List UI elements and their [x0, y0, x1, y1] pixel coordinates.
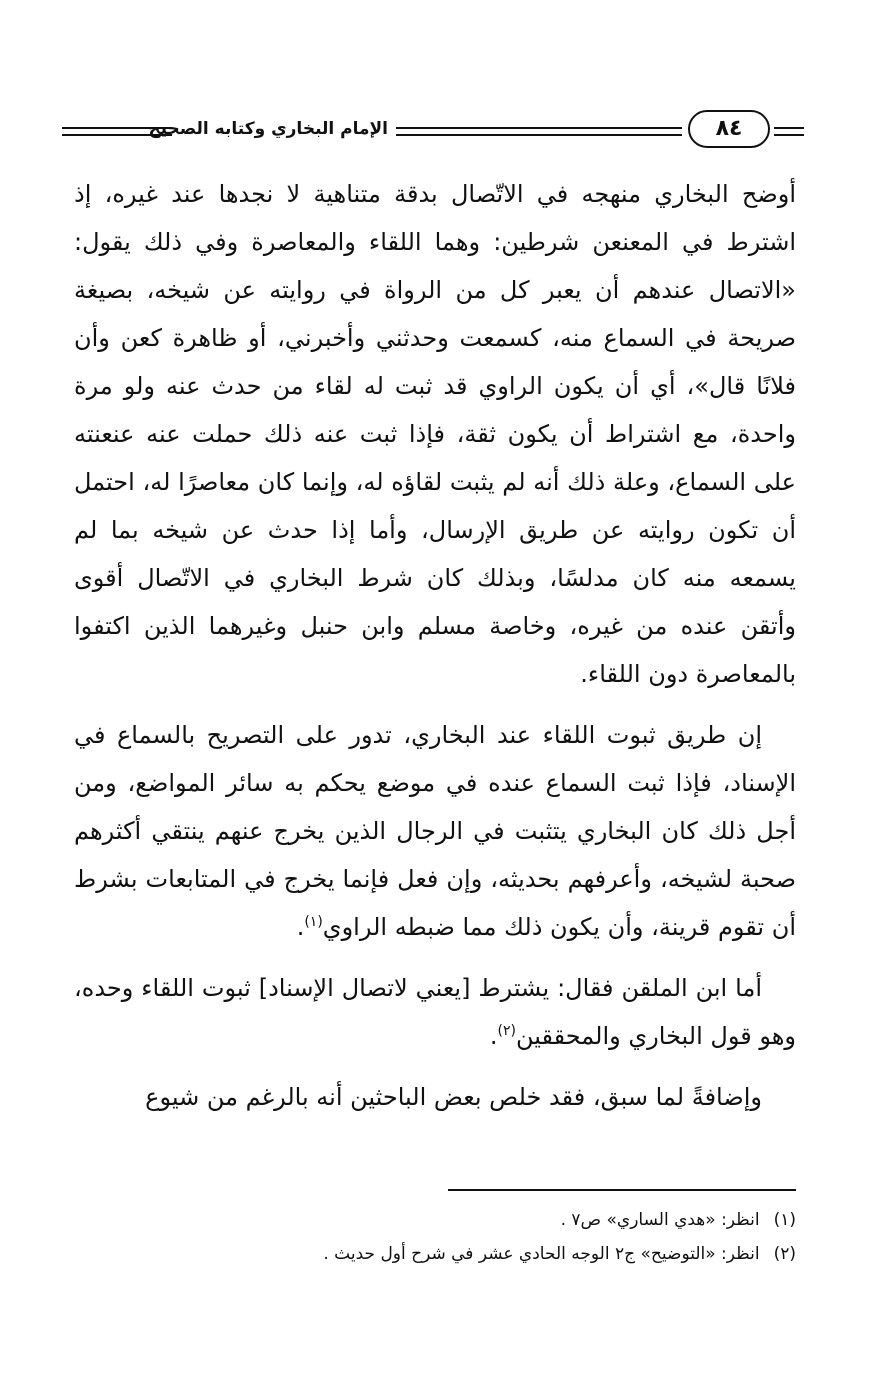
paragraph-text: أما ابن الملقن فقال: يشترط [يعني لاتصال الإسناد] ثبوت اللقاء وحده، وهو قول البخاري والمحققين	[74, 974, 796, 1050]
paragraph-text: إن طريق ثبوت اللقاء عند البخاري، تدور على التصريح بالسماع في الإسناد، فإذا ثبت السماع عنده في موضع يحكم به سائر المواضع، ومن أجل ذلك كان البخاري يتثبت في الرجال الذين يخرج عنهم ينتقي أكثرهم صحبة لشيخه، وأعرفهم بحديثه، وإن فعل فإنما يخرج في المتابعات بشرط أن تقوم قرينة، وأن يكون ذلك مما ضبطه الراوي	[74, 721, 796, 941]
header-rule-right	[774, 127, 804, 136]
header-rule-middle	[396, 127, 682, 136]
paragraph	[74, 1073, 796, 1121]
page-number: ٨٤	[688, 110, 770, 148]
footnote-text: انظر: «التوضيح» ج٢ الوجه الحادي عشر في شرح أول حديث .	[323, 1244, 760, 1264]
paragraph	[74, 964, 796, 1060]
page-header	[62, 110, 804, 154]
sentence-end: .	[489, 1022, 498, 1050]
paragraph-text: أوضح البخاري منهجه في الاتّصال بدقة متناهية لا نجدها عند غيره، إذ اشترط في المعنعن شرطين: وهما اللقاء والمعاصرة وفي ذلك يقول: «الاتصال عندهم أن يعبر كل من الرواة في روايته عن شيخه، بصيغة صريحة في السماع منه، كسمعت وحدثني وأخبرني، أو ظاهرة كعن وأن فلانًا قال»، أي أن يكون الراوي قد ثبت له لقاء من حدث عنه ولو مرة واحدة، مع اشتراط أن يكون ثقة، فإذا ثبت عنه ذلك حملت عنه عنعنته على السماع، وعلة ذلك أنه لم يثبت لقاؤه له، وإنما كان معاصرًا له، احتمل أن تكون روايته عن طريق الإرسال، وأما إذا حدث عن شيخه بما لم يسمعه منه كان مدلسًا، وبذلك كان شرط البخاري في الاتّصال أقوى وأتقن عنده من غيره، وخاصة مسلم وابن حنبل وغيرهما الذين اكتفوا بالمعاصرة دون اللقاء.	[74, 180, 796, 688]
paragraph	[74, 711, 796, 951]
footnote-separator	[448, 1189, 796, 1191]
body-text	[74, 170, 796, 1134]
footnote-reference[interactable]: (١)	[304, 914, 323, 930]
running-title: الإمام البخاري وكتابه الصحيح	[148, 119, 388, 139]
footnote-number: (٢)	[773, 1244, 796, 1264]
footnote-text: انظر: «هدي الساري» ص٧ .	[560, 1210, 760, 1230]
footnote	[74, 1203, 796, 1237]
footnote	[74, 1237, 796, 1271]
paragraph	[74, 170, 796, 698]
footnote-reference[interactable]: (٢)	[497, 1023, 517, 1039]
paragraph-text: وإضافةً لما سبق، فقد خلص بعض الباحثين أنه بالرغم من شيوع	[145, 1083, 762, 1111]
footnotes	[74, 1203, 796, 1271]
footnote-number: (١)	[773, 1210, 796, 1230]
sentence-end: .	[296, 913, 305, 941]
